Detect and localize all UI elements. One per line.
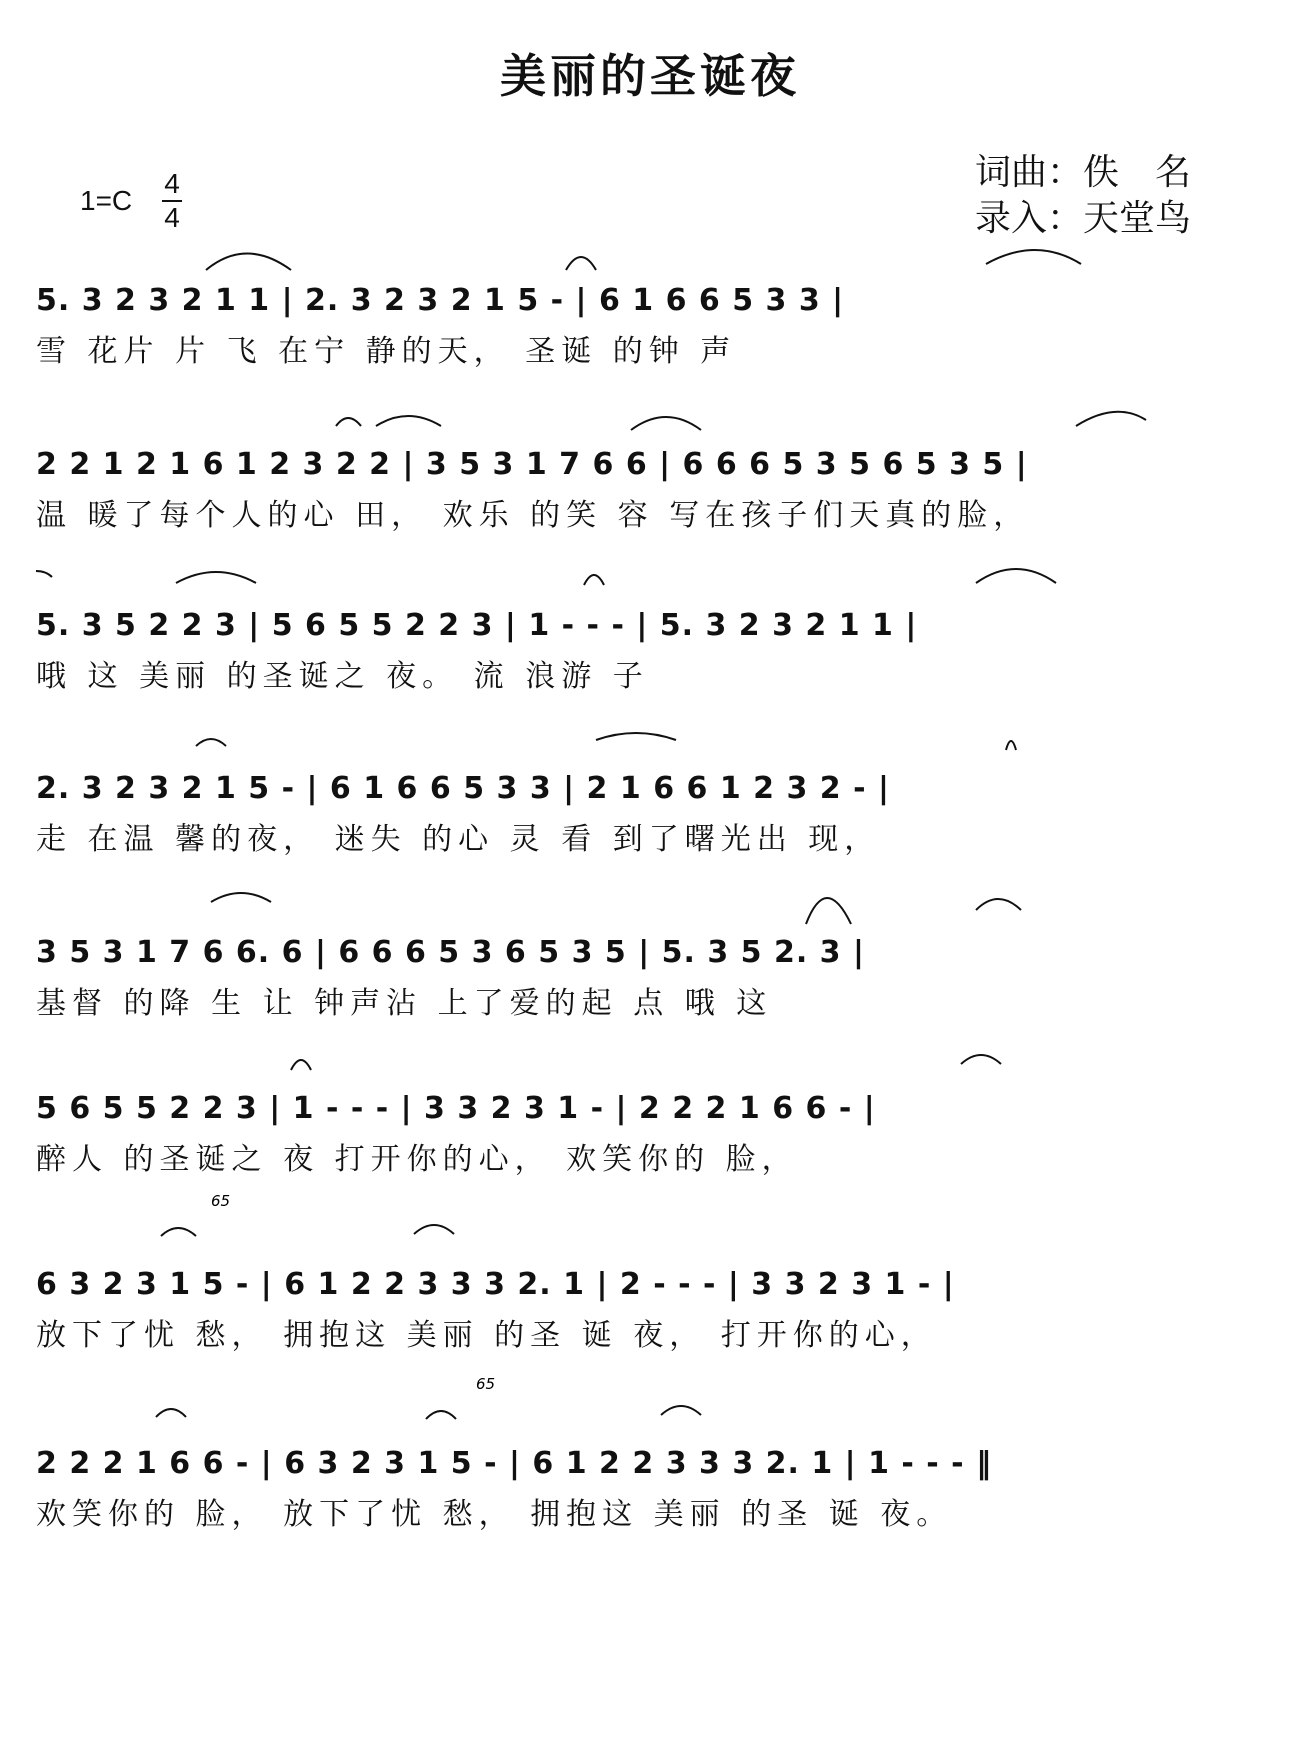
score-line-3 (36, 557, 1276, 717)
score-line-8 (36, 1375, 1276, 1555)
lyrics-row: 放下了忧 愁， 拥抱这 美丽 的圣 诞 夜， 打开你的心， (36, 1318, 937, 1353)
time-signature-numerator: 4 (164, 168, 180, 199)
notation-row: 5. 3 2 3 2 1 1 | 2. 3 2 3 2 1 5 - | 6 1 6 6 5 3 3 | (36, 283, 845, 318)
lyrics-row: 基督 的降 生 让 钟声沾 上了爱的起 点 哦 这 (36, 986, 773, 1021)
score-line-1 (36, 232, 1276, 392)
lyrics-row: 醉人 的圣诞之 夜 打开你的心， 欢笑你的 脸， (36, 1142, 798, 1177)
notation-row: 5 6 5 5 2 2 3 | 1 - - - | 3 3 2 3 1 - | 2 2 2 1 6 6 - | (36, 1091, 876, 1126)
score-line-2 (36, 396, 1276, 556)
notation-row: 3 5 3 1 7 6 6. 6 | 6 6 6 5 3 6 5 3 5 | 5. 3 5 2. 3 | (36, 935, 865, 970)
credits (975, 150, 1191, 242)
svg-text:65: 65 (476, 1375, 496, 1393)
notation-row: 5. 3 5 2 2 3 | 5 6 5 5 2 2 3 | 1 - - - | 5. 3 2 3 2 1 1 | (36, 608, 918, 643)
time-signature-denominator: 4 (164, 202, 180, 233)
lyricist-composer-credit: 词曲：佚 名 (975, 152, 1192, 193)
lyrics-row: 温 暖了每个人的心 田， 欢乐 的笑 容 写在孩子们天真的脸， (36, 498, 1030, 533)
notation-row: 6 3 2 3 1 5 - | 6 1 2 2 3 3 3 2. 1 | 2 - - - | 3 3 2 3 1 - | (36, 1267, 955, 1302)
notation-row: 2 2 2 1 6 6 - | 6 3 2 3 1 5 - | 6 1 2 2 3 3 3 2. 1 | 1 - - - ‖ (36, 1446, 993, 1481)
key-signature: 1=C (80, 185, 133, 216)
lyrics-row: 欢笑你的 脸， 放下了忧 愁， 拥抱这 美丽 的圣 诞 夜。 (36, 1497, 953, 1532)
song-title: 美丽的圣诞夜 (500, 49, 800, 103)
svg-text:65: 65 (211, 1192, 231, 1210)
transcriber-credit: 录入：天堂鸟 (975, 198, 1192, 239)
lyrics-row: 雪 花片 片 飞 在宁 静的天， 圣诞 的钟 声 (36, 334, 737, 369)
notation-row: 2. 3 2 3 2 1 5 - | 6 1 6 6 5 3 3 | 2 1 6 6 1 2 3 2 - | (36, 771, 890, 806)
lyrics-row: 走 在温 馨的夜， 迷失 的心 灵 看 到了曙光出 现， (36, 822, 881, 857)
score-line-4 (36, 720, 1276, 880)
score-line-7 (36, 1192, 1276, 1376)
notation-row: 2 2 1 2 1 6 1 2 3 2 2 | 3 5 3 1 7 6 6 | 6 6 6 5 3 5 6 5 3 5 | (36, 447, 1028, 482)
time-signature (160, 168, 184, 234)
score-line-5 (36, 884, 1276, 1044)
score-line-6 (36, 1040, 1276, 1200)
lyrics-row: 哦 这 美丽 的圣诞之 夜。 流 浪游 子 (36, 659, 649, 694)
